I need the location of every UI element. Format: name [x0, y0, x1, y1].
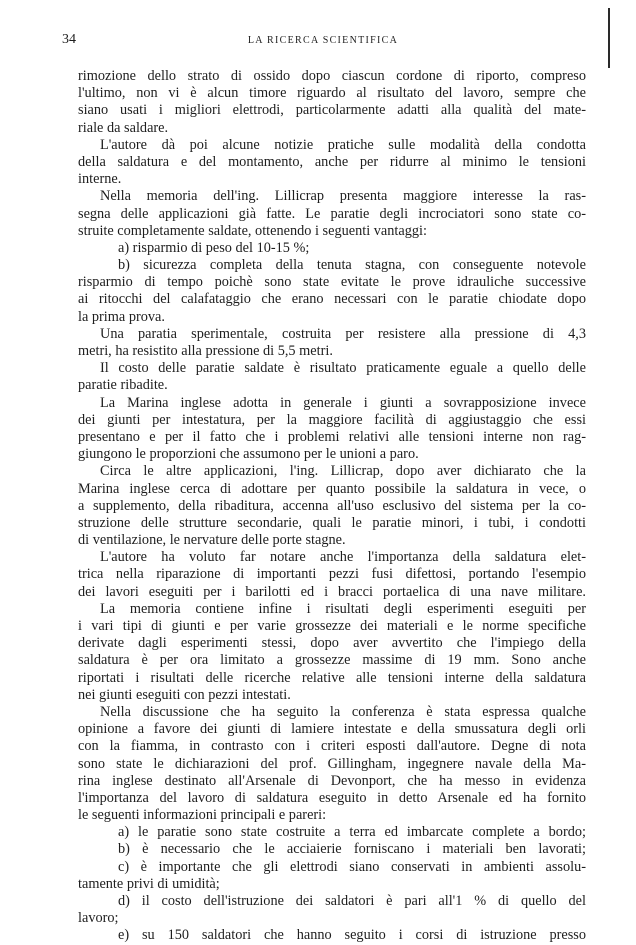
text-line: struzione delle strutture secondarie, quali le paratie minori, i tubi, i condotti	[78, 514, 586, 531]
text-line: della saldatura e del montamento, anche per ridurre al minimo le tensioni	[78, 153, 586, 170]
text-line: riale da saldare.	[78, 119, 169, 136]
text-line: tamente privi di umidità;	[78, 875, 220, 892]
text-line: metri, ha resistito alla pressione di 5,5 metri.	[78, 343, 333, 359]
text-line: di ventilazione, le nervature delle porte stagne.	[78, 532, 346, 549]
text-line: b) è necessario che le acciaierie forniscano i materiali ben lavorati;	[118, 841, 586, 858]
page-number: 34	[62, 32, 76, 47]
text-line: paratie ribadite.	[78, 377, 168, 394]
running-title: LA RICERCA SCIENTIFICA	[247, 35, 399, 46]
text-line: Marina inglese cerca di adottare per quanto possibile la saldatura in vece, o	[78, 480, 586, 497]
text-line: dei lavori eseguiti per i barilotti ed i bracci portaelica di una nave militare.	[78, 583, 586, 600]
text-line: ai ritocchi del calafataggio che erano necessari con le paratie chiodate dopo	[78, 291, 586, 308]
text-line: rina inglese destinato all'Arsenale di Devonport, che ha messo in evidenza	[78, 772, 586, 789]
text-line: a) le paratie sono state costruite a terra ed imbarcate complete a bordo;	[118, 824, 586, 841]
text-line: con la fiamma, in contrasto con i criteri esposti dall'autore. Degne di nota	[78, 738, 586, 755]
text-line: c) è importante che gli elettrodi siano conservati in ambienti assolu-	[118, 858, 586, 875]
page-header	[62, 32, 584, 48]
text-line: dei giunti per intestatura, per la maggiore facilità di aggiustaggio che essi	[78, 411, 586, 428]
text-line: opinione a favore dei giunti di lamiere intestate e della smussatura degli orli	[78, 721, 586, 738]
text-line: d) il costo dell'istruzione dei saldatori è pari all'1 % di quello del	[118, 893, 586, 909]
text-line: risparmio di tempo poichè sono state evitate le prove idrauliche successive	[78, 274, 586, 291]
text-line: derivate dagli esperimenti stessi, dopo aver avvertito che l'impiego della	[78, 635, 586, 652]
text-line: riportati i risultati delle ricerche relative alle tensioni interne della saldatura	[78, 669, 586, 686]
text-line: siano usati i migliori elettrodi, particolarmente adatti alla qualità del mate-	[78, 102, 586, 119]
text-line: e) su 150 saldatori che hanno seguito i corsi di istruzione presso	[118, 927, 586, 944]
text-line: La Marina inglese adotta in generale i giunti a sovrapposizione invece	[100, 394, 586, 411]
text-line: trica nella riparazione di importanti pezzi fusi difettosi, portando l'esempio	[78, 566, 586, 583]
text-line: rimozione dello strato di ossido dopo ciascun cordone di riporto, compreso	[78, 68, 586, 84]
text-line: b) sicurezza completa della tenuta stagna, con conseguente notevole	[118, 257, 586, 274]
text-line: a supplemento, della ribaditura, accenna all'uso esclusivo del sistema per la co-	[78, 497, 586, 514]
text-line: segna delle applicazioni già fatte. Le paratie degli incrociatori sono state co-	[78, 205, 586, 222]
text-line: l'ultimo, non vi è alcun timore riguardo al risultato del lavoro, sempre che	[78, 85, 586, 102]
text-line: lavoro;	[78, 910, 119, 927]
text-line: l'importanza del lavoro di saldatura eseguito in detto Arsenale ed ha fornito	[78, 789, 586, 806]
text-line: sono state le dichiarazioni del prof. Gillingham, ingegnere navale della Ma-	[78, 755, 586, 772]
text-line: Circa le altre applicazioni, l'ing. Lillicrap, dopo aver dichiarato che la	[100, 463, 586, 480]
text-line: L'autore dà poi alcune notizie pratiche sulle modalità della condotta	[100, 136, 586, 153]
text-line: presentano e per il fatto che i problemi relativi alle tensioni interne non rag-	[78, 428, 586, 445]
text-line: a) risparmio di peso del 10-15 %;	[118, 239, 310, 256]
text-line: Una paratia sperimentale, costruita per resistere alla pressione di 4,3	[100, 325, 586, 342]
text-line: giungono le proporzioni che assumono per le unioni a paro.	[78, 446, 419, 463]
text-line: nei giunti eseguiti con pezzi intestati.	[78, 686, 291, 703]
page-edge-line	[608, 8, 610, 68]
text-line: saldatura è per ora limitato a grossezze massime di 19 mm. Sono anche	[78, 652, 586, 669]
text-line: Nella memoria dell'ing. Lillicrap presenta maggiore interesse la ras-	[100, 188, 586, 205]
text-line: i vari tipi di giunti e per varie grossezze dei materiali e le norme specifiche	[78, 618, 586, 634]
text-line: la prima prova.	[78, 308, 165, 325]
text-line: Nella discussione che ha seguito la conferenza è stata espressa qualche	[100, 703, 586, 720]
text-line: struite completamente saldate, ottenendo i seguenti vantaggi:	[78, 222, 427, 239]
text-line: La memoria contiene infine i risultati degli esperimenti eseguiti per	[100, 600, 586, 617]
body-text	[78, 68, 586, 945]
text-line: le seguenti informazioni principali e pareri:	[78, 807, 327, 824]
text-line: L'autore ha voluto far notare anche l'importanza della saldatura elet-	[100, 549, 586, 566]
text-line: Il costo delle paratie saldate è risultato praticamente eguale a quello delle	[100, 360, 586, 377]
text-line: interne.	[78, 171, 122, 188]
